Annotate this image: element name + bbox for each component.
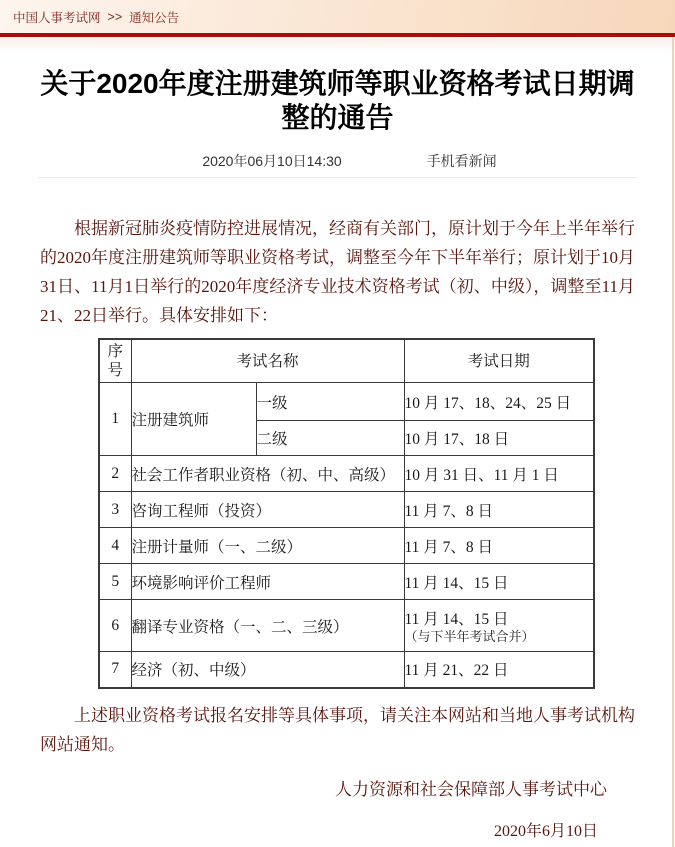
exam-level: 二级 bbox=[256, 421, 404, 456]
col-header-name: 考试名称 bbox=[131, 339, 404, 383]
breadcrumb-site-link[interactable]: 中国人事考试网 bbox=[13, 10, 101, 25]
exam-date: 10 月 17、18、24、25 日 bbox=[404, 383, 594, 421]
exam-name: 注册建筑师 bbox=[131, 383, 256, 456]
article bbox=[0, 67, 675, 841]
exam-name: 社会工作者职业资格（初、中、高级） bbox=[131, 456, 404, 492]
table-row bbox=[99, 564, 594, 600]
page-right-border bbox=[672, 37, 674, 847]
exam-date: 11 月 7、8 日 bbox=[404, 492, 594, 528]
row-no: 6 bbox=[99, 600, 131, 652]
meta-divider bbox=[38, 177, 637, 178]
col-header-date: 考试日期 bbox=[404, 339, 594, 383]
table-row bbox=[99, 600, 594, 652]
row-no: 2 bbox=[99, 456, 131, 492]
row-no: 5 bbox=[99, 564, 131, 600]
breadcrumb-section-link[interactable]: 通知公告 bbox=[129, 10, 180, 25]
exam-name: 咨询工程师（投资） bbox=[131, 492, 404, 528]
exam-name: 翻译专业资格（一、二、三级） bbox=[131, 600, 404, 652]
row-no: 7 bbox=[99, 652, 131, 688]
row-no: 3 bbox=[99, 492, 131, 528]
table-row bbox=[99, 383, 594, 421]
signature-date: 2020年6月10日 bbox=[493, 822, 598, 840]
exam-date: 11 月 14、15 日 bbox=[404, 564, 594, 600]
table-row bbox=[99, 528, 594, 564]
exam-date: 10 月 31 日、11 月 1 日 bbox=[404, 456, 594, 492]
table-row bbox=[99, 492, 594, 528]
exam-name: 注册计量师（一、二级） bbox=[131, 528, 404, 564]
rule-shadow-fade bbox=[0, 37, 675, 53]
signature-org: 人力资源和社会保障部人事考试中心 bbox=[335, 779, 607, 799]
exam-date-main: 11 月 14、15 日 bbox=[404, 610, 509, 628]
intro-paragraph: 根据新冠肺炎疫情防控进展情况，经商有关部门，原计划于今年上半年举行的2020年度注册建筑师等职业资格考试，调整至今年下半年举行；原计划于10月31日、11月1日举行的2020年度经济专业技术资格考试（初、中级），调整至11月21、22日举行。具体安排如下： bbox=[40, 219, 635, 325]
publish-time: 2020年06月10日14:30 bbox=[202, 153, 342, 169]
exam-date: 11 月 21、22 日 bbox=[404, 652, 594, 688]
mobile-news-link[interactable]: 手机看新闻 bbox=[426, 153, 497, 169]
exam-name: 环境影响评价工程师 bbox=[131, 564, 404, 600]
exam-schedule-table bbox=[98, 338, 595, 689]
breadcrumb bbox=[0, 0, 675, 33]
exam-date: 10 月 17、18 日 bbox=[404, 421, 594, 456]
page-title: 关于2020年度注册建筑师等职业资格考试日期调整的通告 bbox=[40, 68, 635, 133]
closing-paragraph: 上述职业资格考试报名安排等具体事项，请关注本网站和当地人事考试机构网站通知。 bbox=[40, 705, 635, 754]
breadcrumb-separator: >> bbox=[107, 9, 123, 24]
table-row bbox=[99, 652, 594, 688]
exam-level: 一级 bbox=[256, 383, 404, 421]
table-header-row bbox=[99, 339, 594, 383]
exam-name: 经济（初、中级） bbox=[131, 652, 404, 688]
col-header-no: 序号 bbox=[99, 339, 131, 383]
article-meta bbox=[52, 151, 647, 171]
table-row bbox=[99, 456, 594, 492]
exam-date bbox=[404, 600, 594, 652]
row-no: 4 bbox=[99, 528, 131, 564]
exam-date-note: （与下半年考试合并） bbox=[404, 628, 535, 644]
exam-date: 11 月 7、8 日 bbox=[404, 528, 594, 564]
row-no: 1 bbox=[99, 383, 131, 456]
